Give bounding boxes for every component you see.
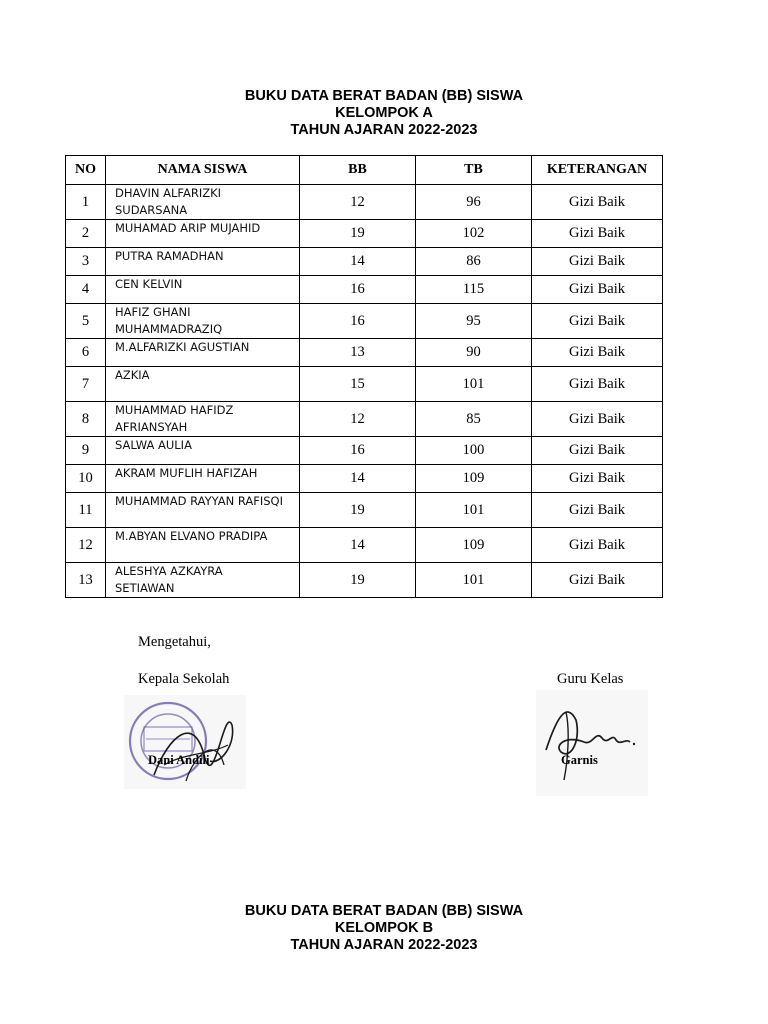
header-bb: BB <box>300 156 416 185</box>
cell-tb: 100 <box>416 437 532 465</box>
cell-bb: 19 <box>300 220 416 248</box>
table-row <box>66 493 663 528</box>
header-keterangan: KETERANGAN <box>532 156 663 185</box>
cell-keterangan: Gizi Baik <box>532 339 663 367</box>
cell-no: 13 <box>66 563 106 598</box>
table-row <box>66 437 663 465</box>
principal-signature-block <box>124 695 246 789</box>
cell-name <box>106 465 300 493</box>
cell-keterangan: Gizi Baik <box>532 304 663 339</box>
cell-no: 1 <box>66 185 106 220</box>
table-row <box>66 367 663 402</box>
cell-name <box>106 367 300 402</box>
teacher-name: Garnis <box>561 753 598 767</box>
cell-keterangan: Gizi Baik <box>532 437 663 465</box>
cell-tb: 96 <box>416 185 532 220</box>
teacher-signature-block <box>536 690 648 796</box>
cell-name <box>106 437 300 465</box>
cell-bb: 16 <box>300 304 416 339</box>
cell-no: 9 <box>66 437 106 465</box>
table-row <box>66 185 663 220</box>
cell-no: 10 <box>66 465 106 493</box>
cell-no: 8 <box>66 402 106 437</box>
cell-bb: 15 <box>300 367 416 402</box>
cell-no: 7 <box>66 367 106 402</box>
cell-bb: 14 <box>300 248 416 276</box>
school-stamp-and-signature <box>124 695 246 789</box>
cell-bb: 14 <box>300 528 416 563</box>
title-b-line1: BUKU DATA BERAT BADAN (BB) SISWA <box>244 903 524 919</box>
cell-bb: 16 <box>300 276 416 304</box>
cell-keterangan: Gizi Baik <box>532 367 663 402</box>
cell-name <box>106 220 300 248</box>
cell-no: 4 <box>66 276 106 304</box>
cell-bb: 12 <box>300 402 416 437</box>
cell-name-text: AZKIA <box>115 368 150 382</box>
cell-tb: 109 <box>416 465 532 493</box>
cell-tb: 101 <box>416 563 532 598</box>
cell-keterangan: Gizi Baik <box>532 402 663 437</box>
cell-name <box>106 528 300 563</box>
title-b-line2: KELOMPOK B <box>334 920 434 936</box>
cell-tb: 86 <box>416 248 532 276</box>
cell-bb: 19 <box>300 563 416 598</box>
cell-bb: 13 <box>300 339 416 367</box>
cell-tb: 109 <box>416 528 532 563</box>
principal-role-label: Kepala Sekolah <box>138 671 230 687</box>
table-row <box>66 276 663 304</box>
cell-keterangan: Gizi Baik <box>532 220 663 248</box>
cell-name <box>106 276 300 304</box>
cell-name <box>106 563 300 598</box>
header-nama-siswa: NAMA SISWA <box>106 156 300 185</box>
principal-name: Dani Andili <box>148 753 210 767</box>
cell-name-text: HAFIZ GHANI MUHAMMADRAZIQ <box>115 305 223 336</box>
cell-keterangan: Gizi Baik <box>532 528 663 563</box>
cell-name <box>106 339 300 367</box>
cell-tb: 95 <box>416 304 532 339</box>
cell-tb: 115 <box>416 276 532 304</box>
document-title-a <box>0 88 768 139</box>
table-header-row <box>66 156 663 185</box>
cell-no: 5 <box>66 304 106 339</box>
table-row <box>66 465 663 493</box>
title-b-line3: TAHUN AJARAN 2022-2023 <box>290 937 478 953</box>
cell-name-text: SALWA AULIA <box>115 438 192 452</box>
title-a-line3: TAHUN AJARAN 2022-2023 <box>290 122 478 138</box>
cell-tb: 85 <box>416 402 532 437</box>
teacher-role-label: Guru Kelas <box>557 671 624 687</box>
document-title-b <box>0 903 768 954</box>
cell-no: 12 <box>66 528 106 563</box>
table-row <box>66 563 663 598</box>
cell-no: 2 <box>66 220 106 248</box>
cell-name-text: CEN KELVIN <box>115 277 183 291</box>
cell-keterangan: Gizi Baik <box>532 248 663 276</box>
table-row <box>66 248 663 276</box>
cell-tb: 101 <box>416 367 532 402</box>
cell-name-text: MUHAMMAD RAYYAN RAFISQI <box>115 494 283 508</box>
cell-name-text: M.ABYAN ELVANO PRADIPA <box>115 529 268 543</box>
cell-name-text: ALESHYA AZKAYRA SETIAWAN <box>115 564 223 595</box>
table-row <box>66 339 663 367</box>
cell-bb: 19 <box>300 493 416 528</box>
student-weight-table <box>65 155 663 598</box>
cell-no: 6 <box>66 339 106 367</box>
cell-name <box>106 185 300 220</box>
header-no: NO <box>66 156 106 185</box>
table-row <box>66 402 663 437</box>
cell-tb: 102 <box>416 220 532 248</box>
cell-tb: 101 <box>416 493 532 528</box>
table-row <box>66 528 663 563</box>
cell-keterangan: Gizi Baik <box>532 563 663 598</box>
cell-bb: 14 <box>300 465 416 493</box>
cell-no: 3 <box>66 248 106 276</box>
title-a-line2: KELOMPOK A <box>335 105 433 121</box>
cell-bb: 16 <box>300 437 416 465</box>
cell-name-text: MUHAMAD ARIP MUJAHID <box>115 221 261 235</box>
cell-name-text: M.ALFARIZKI AGUSTIAN <box>115 340 250 354</box>
teacher-signature <box>536 690 648 796</box>
cell-keterangan: Gizi Baik <box>532 276 663 304</box>
title-a-line1: BUKU DATA BERAT BADAN (BB) SISWA <box>244 88 524 104</box>
cell-tb: 90 <box>416 339 532 367</box>
table-row <box>66 304 663 339</box>
cell-keterangan: Gizi Baik <box>532 465 663 493</box>
cell-name <box>106 402 300 437</box>
cell-name-text: MUHAMMAD HAFIDZ AFRIANSYAH <box>115 403 234 434</box>
cell-name <box>106 493 300 528</box>
cell-keterangan: Gizi Baik <box>532 493 663 528</box>
cell-name-text: DHAVIN ALFARIZKI SUDARSANA <box>115 186 222 217</box>
cell-name-text: AKRAM MUFLIH HAFIZAH <box>115 466 258 480</box>
cell-bb: 12 <box>300 185 416 220</box>
cell-no: 11 <box>66 493 106 528</box>
acknowledged-label: Mengetahui, <box>138 634 211 650</box>
header-tb: TB <box>416 156 532 185</box>
cell-keterangan: Gizi Baik <box>532 185 663 220</box>
cell-name <box>106 248 300 276</box>
table-row <box>66 220 663 248</box>
cell-name-text: PUTRA RAMADHAN <box>115 249 224 263</box>
cell-name <box>106 304 300 339</box>
